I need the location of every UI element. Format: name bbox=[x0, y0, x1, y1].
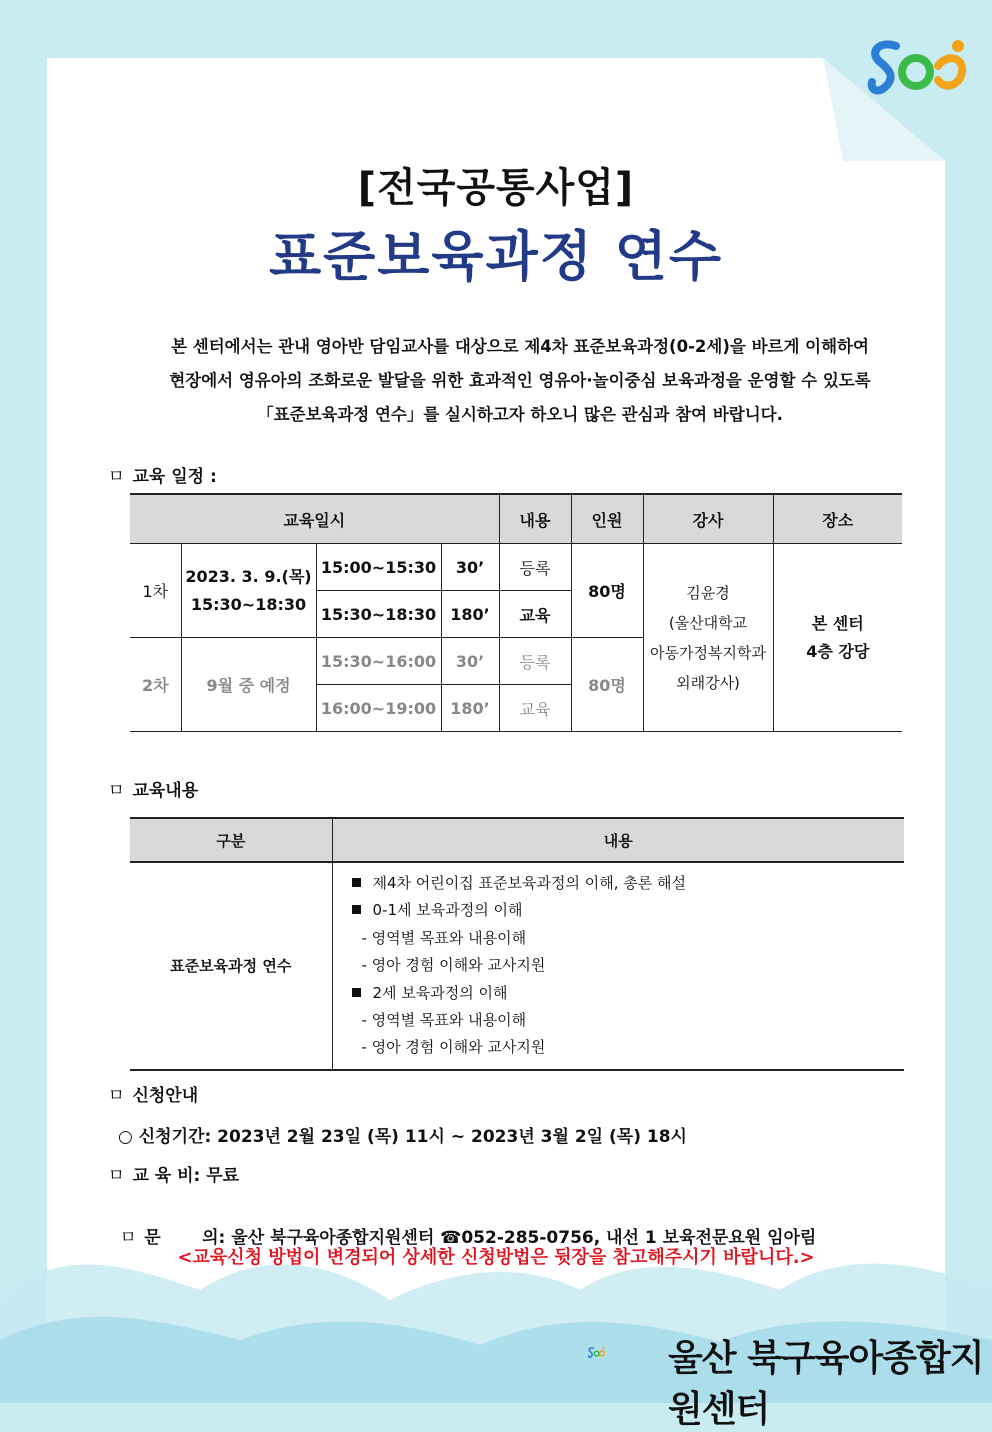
page-title: 표준보육과정 연수 bbox=[268, 225, 724, 288]
section-label: 신청안내 bbox=[132, 1086, 199, 1106]
apply-section-heading bbox=[108, 1081, 198, 1106]
table-header-row bbox=[130, 494, 902, 544]
duration-cell: 180’ bbox=[441, 685, 499, 732]
list-item bbox=[352, 897, 904, 924]
duration-cell: 180’ bbox=[441, 591, 499, 638]
list-item-text: 0-1세 보육과정의 이해 bbox=[372, 901, 523, 920]
inquiry-text: 문 의: 울산 북구육아종합지원센터 ☎052-285-0756, 내선 1 보육전문요원 임아림 bbox=[144, 1228, 817, 1248]
square-bullet-icon bbox=[352, 988, 361, 997]
instructor-name: 김윤경 bbox=[686, 583, 730, 602]
venue-cell bbox=[773, 544, 902, 732]
application-notice: <교육신청 방법이 변경되어 상세한 신청방법은 뒷장을 참고해주시기 바랍니다.> bbox=[177, 1247, 815, 1268]
fee-text: 교 육 비: 무료 bbox=[132, 1166, 240, 1186]
section-label: 교육내용 bbox=[132, 781, 199, 801]
checkbox-square-icon: ㅁ bbox=[119, 1228, 137, 1248]
header-instructor: 강사 bbox=[643, 494, 773, 544]
list-sub-item: - 영아 경험 이해와 교사지원 bbox=[361, 956, 546, 975]
checkbox-square-icon: ㅁ bbox=[108, 467, 125, 487]
round-2-date: 9월 중 예정 bbox=[181, 638, 316, 732]
footer-logo-icon bbox=[588, 1322, 668, 1384]
header-capacity: 인원 bbox=[571, 494, 643, 544]
list-sub-item: - 영역별 목표와 내용이해 bbox=[361, 928, 527, 947]
round-2-capacity: 80명 bbox=[571, 638, 643, 732]
content-list bbox=[334, 864, 904, 1068]
round-1-date bbox=[181, 544, 316, 638]
content-table bbox=[130, 817, 904, 1071]
checkbox-square-icon: ㅁ bbox=[108, 1086, 125, 1106]
content-section-heading bbox=[108, 776, 198, 801]
round-1-label: 1차 bbox=[130, 544, 181, 638]
instructor-department: 아동가정복지학과 bbox=[650, 643, 766, 662]
table-row bbox=[130, 544, 902, 591]
header-category: 구분 bbox=[130, 818, 332, 862]
schedule-table bbox=[130, 493, 902, 732]
time-cell: 15:00~15:30 bbox=[316, 544, 441, 591]
round-1-date-text: 2023. 3. 9.(목) bbox=[185, 566, 312, 586]
time-cell: 15:30~16:00 bbox=[316, 638, 441, 685]
checkbox-square-icon: ㅁ bbox=[108, 781, 125, 801]
center-logo-icon bbox=[866, 36, 978, 104]
intro-line: 현장에서 영유아의 조화로운 발달을 위한 효과적인 영유아·놀이중심 보육과정을 운영할 수 있도록 bbox=[169, 371, 871, 390]
footer-logo-text: 울산 북구육아종합지원센터 bbox=[668, 1338, 984, 1430]
intro-paragraph bbox=[140, 330, 900, 432]
category-cell: 표준보육과정 연수 bbox=[130, 862, 332, 1070]
content-cell: 교육 bbox=[499, 685, 571, 732]
round-2-label: 2차 bbox=[130, 638, 181, 732]
content-cell: 교육 bbox=[499, 591, 571, 638]
square-bullet-icon bbox=[352, 905, 361, 914]
instructor-cell bbox=[643, 544, 773, 732]
page-subtitle: [전국공통사업] bbox=[357, 165, 635, 211]
time-cell: 15:30~18:30 bbox=[316, 591, 441, 638]
content-cell: 등록 bbox=[499, 544, 571, 591]
duration-cell: 30’ bbox=[441, 638, 499, 685]
list-sub-item: - 영역별 목표와 내용이해 bbox=[361, 1011, 527, 1030]
header-datetime: 교육일시 bbox=[130, 494, 499, 544]
instructor-affiliation: (울산대학교 bbox=[668, 613, 748, 632]
list-item bbox=[352, 980, 904, 1007]
content-list-cell bbox=[332, 862, 904, 1070]
intro-line: 「표준보육과정 연수」를 실시하고자 하오니 많은 관심과 참여 바랍니다. bbox=[257, 405, 783, 424]
schedule-section-heading bbox=[108, 462, 217, 487]
round-1-time-text: 15:30~18:30 bbox=[190, 594, 307, 614]
table-header-row bbox=[130, 818, 904, 862]
content-cell: 등록 bbox=[499, 638, 571, 685]
section-label: 교육 일정 : bbox=[132, 467, 217, 487]
instructor-role: 외래강사) bbox=[676, 673, 740, 692]
inquiry-line bbox=[108, 1203, 816, 1248]
header-content: 내용 bbox=[332, 818, 904, 862]
header-content: 내용 bbox=[499, 494, 571, 544]
table-row bbox=[130, 862, 904, 1070]
list-item bbox=[352, 870, 904, 897]
list-item-text: 제4차 어린이집 표준보육과정의 이해, 총론 해설 bbox=[372, 874, 686, 892]
square-bullet-icon bbox=[352, 878, 361, 887]
apply-period: ○ 신청기간: 2023년 2월 23일 (목) 11시 ~ 2023년 3월 2일 (목) 18시 bbox=[118, 1127, 687, 1147]
list-sub-item: - 영아 경험 이해와 교사지원 bbox=[361, 1038, 546, 1057]
checkbox-square-icon: ㅁ bbox=[108, 1166, 125, 1186]
fee-line bbox=[108, 1161, 239, 1186]
round-1-capacity: 80명 bbox=[571, 544, 643, 638]
list-item-text: 2세 보육과정의 이해 bbox=[372, 983, 508, 1002]
intro-line: 본 센터에서는 관내 영아반 담임교사를 대상으로 제4차 표준보육과정(0-2세)을 바르게 이해하여 bbox=[171, 337, 869, 356]
duration-cell: 30’ bbox=[441, 544, 499, 591]
venue-line: 본 센터 bbox=[811, 613, 864, 633]
venue-line: 4층 강당 bbox=[806, 641, 870, 661]
header-venue: 장소 bbox=[773, 494, 902, 544]
time-cell: 16:00~19:00 bbox=[316, 685, 441, 732]
